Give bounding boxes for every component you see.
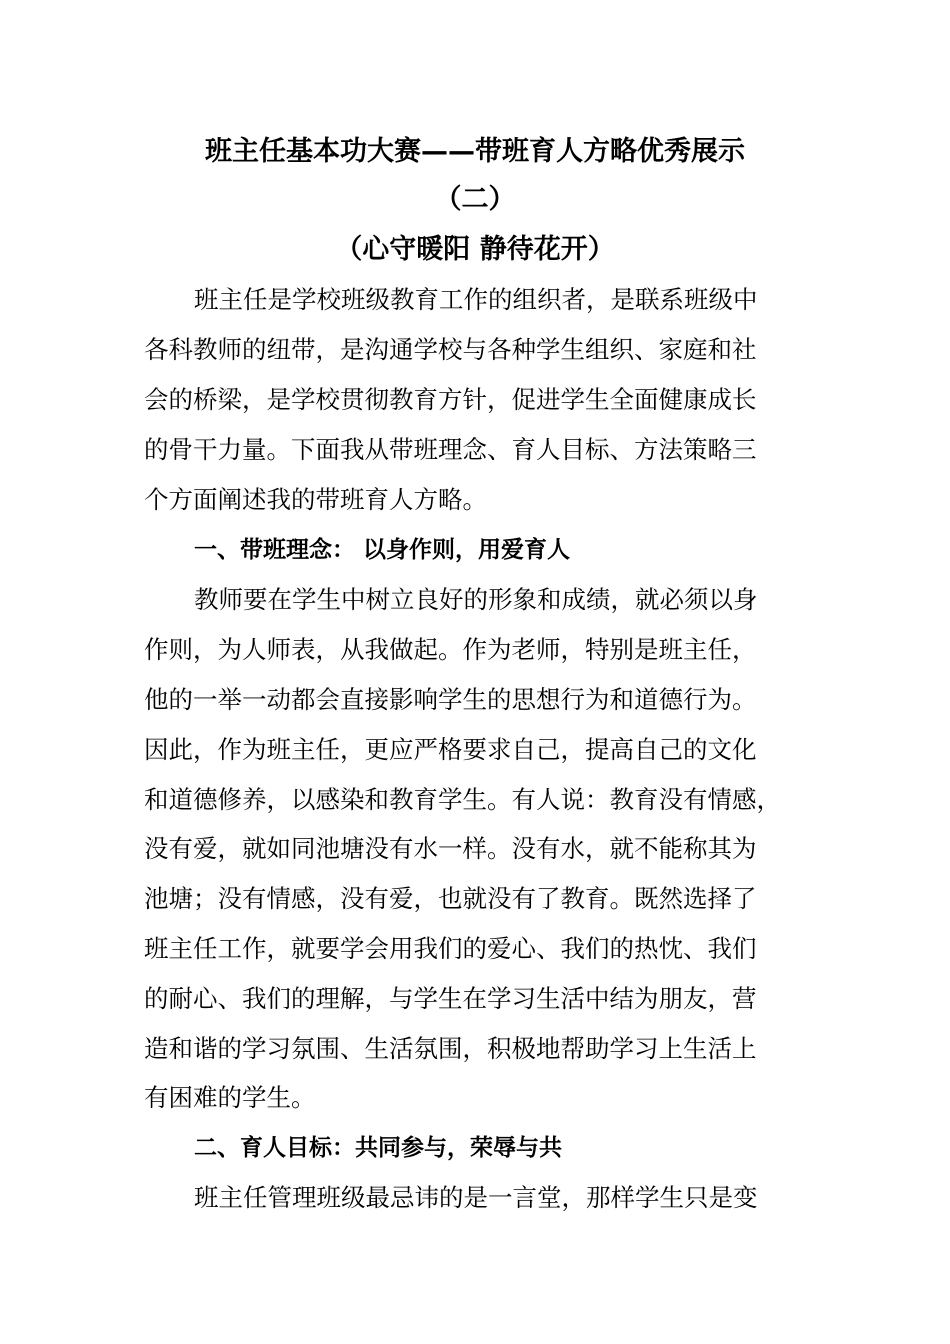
paragraph-line: 班主任管理班级最忌讳的是一言堂，那样学生只是变 <box>194 1183 758 1212</box>
document-title-number: （二） <box>434 184 516 215</box>
section-heading: 一、带班理念： 以身作则，用爱育人 <box>194 537 571 563</box>
paragraph-line: 因此，作为班主任，更应严格要求自己，提高自己的文化 <box>144 735 757 764</box>
paragraph-line: 造和谐的学习氛围、生活氛围，积极地帮助学习上生活上 <box>144 1034 757 1063</box>
paragraph-line: 会的桥梁，是学校贯彻教育方针，促进学生全面健康成长 <box>144 385 757 414</box>
paragraph-line: 教师要在学生中树立良好的形象和成绩，就必须以身 <box>194 585 758 614</box>
paragraph-line: 有困难的学生。 <box>144 1083 316 1112</box>
paragraph-line: 个方面阐述我的带班育人方略。 <box>144 485 487 514</box>
section-heading: 二、育人目标：共同参与，荣辱与共 <box>194 1135 562 1161</box>
paragraph-line: 各科教师的纽带，是沟通学校与各种学生组织、家庭和社 <box>144 335 757 364</box>
paragraph-line: 的耐心、我们的理解，与学生在学习生活中结为朋友，营 <box>144 984 757 1013</box>
paragraph-line: 没有爱，就如同池塘没有水一样。没有水，就不能称其为 <box>144 834 757 863</box>
paragraph-line: 的骨干力量。下面我从带班理念、育人目标、方法策略三 <box>144 435 757 464</box>
paragraph-line: 和道德修养，以感染和教育学生。有人说：教育没有情感， <box>144 785 781 814</box>
paragraph-line: 池塘；没有情感，没有爱，也就没有了教育。既然选择了 <box>144 884 757 913</box>
paragraph-line: 作则，为人师表，从我做起。作为老师，特别是班主任， <box>144 635 757 664</box>
paragraph-line: 班主任是学校班级教育工作的组织者，是联系班级中 <box>194 285 758 314</box>
document-title: 班主任基本功大赛——带班育人方略优秀展示 <box>205 136 745 167</box>
paragraph-line: 班主任工作，就要学会用我们的爱心、我们的热忱、我们 <box>144 934 757 963</box>
paragraph-line: 他的一举一动都会直接影响学生的思想行为和道德行为。 <box>144 685 757 714</box>
document-subtitle: （心守暖阳 静待花开） <box>335 234 615 265</box>
